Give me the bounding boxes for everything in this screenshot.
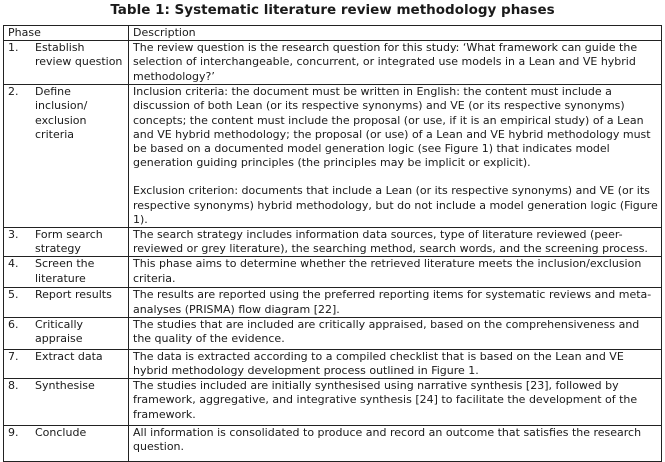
description-text: The review question is the research question for this study: ‘What framework can guide the selection of interchangeable, concurrent, or integrated use models in a Lean and VE hybrid methodology?’ bbox=[133, 41, 638, 83]
table-row bbox=[4, 288, 662, 317]
table-row bbox=[4, 426, 662, 462]
phase-number: 4. bbox=[8, 257, 19, 271]
phase-name: Establish review question bbox=[35, 41, 123, 69]
inclusion-criteria-text: Inclusion criteria: the document must be written in English: the content must include a discussion of both Lean (or its respective synonyms) and VE (or its respective synonyms) concepts; the content must include the proposal (or use, if it is an empirical study) of a Lean and VE hybrid methodology; the proposal (or use) of a Lean and VE hybrid methodology must be based on a documented model generation logic (see Figure 1) that indicates model generation guiding principles (the principles may be implicit or explicit). bbox=[133, 85, 651, 170]
phase-name: Conclude bbox=[35, 426, 87, 440]
phase-name: Report results bbox=[35, 288, 112, 302]
description-cell bbox=[129, 317, 662, 349]
description-text: The data is extracted according to a compiled checklist that is based on the Lean and VE hybrid methodology development process outlined in Figure 1. bbox=[133, 349, 624, 378]
phase-name: Screen the literature bbox=[35, 257, 95, 285]
phase-name: Define inclusion/ exclusion criteria bbox=[35, 85, 88, 141]
header-phase: Phase bbox=[4, 26, 129, 41]
phase-name: Form search strategy bbox=[35, 228, 103, 256]
methodology-table bbox=[3, 25, 662, 462]
table-header-row bbox=[4, 26, 662, 41]
description-text: The studies that are included are critically appraised, based on the comprehensiveness and the quality of the evidence. bbox=[133, 317, 640, 346]
phase-cell bbox=[4, 349, 129, 378]
phase-name: Critically appraise bbox=[35, 317, 84, 346]
header-description: Description bbox=[129, 26, 662, 41]
phase-number: 2. bbox=[8, 85, 19, 99]
description-cell bbox=[129, 228, 662, 257]
phase-cell bbox=[4, 228, 129, 257]
phase-number: 3. bbox=[8, 228, 19, 242]
table-row bbox=[4, 257, 662, 288]
description-cell bbox=[129, 41, 662, 85]
table-row bbox=[4, 349, 662, 378]
exclusion-criterion-text: Exclusion criterion: documents that include a Lean (or its respective synonyms) and VE (or its respective synonyms) hybrid methodology, but do not include a model generation logic (Figure 1). bbox=[133, 184, 658, 226]
phase-number: 8. bbox=[8, 379, 19, 393]
description-text: This phase aims to determine whether the retrieved literature meets the inclusion/exclusion criteria. bbox=[133, 257, 642, 285]
description-cell bbox=[129, 257, 662, 288]
phase-cell bbox=[4, 317, 129, 349]
phase-name: Synthesise bbox=[35, 379, 95, 393]
description-text: The search strategy includes information data sources, type of literature reviewed (peer-reviewed or grey literature), the searching method, search words, and the screening process. bbox=[133, 228, 648, 256]
description-text: All information is consolidated to produce and record an outcome that satisfies the research question. bbox=[133, 426, 642, 454]
phase-number: 6. bbox=[8, 317, 19, 331]
phase-cell bbox=[4, 41, 129, 85]
description-cell bbox=[129, 426, 662, 462]
table-row bbox=[4, 41, 662, 85]
phase-number: 5. bbox=[8, 288, 19, 302]
description-cell bbox=[129, 288, 662, 317]
description-cell bbox=[129, 379, 662, 426]
description-text: The results are reported using the preferred reporting items for systematic reviews and meta-analyses (PRISMA) flow diagram [22]. bbox=[133, 288, 652, 316]
description-text: The studies included are initially synthesised using narrative synthesis [23], followed by framework, aggregative, and integrative synthesis [24] to facilitate the development of the framework. bbox=[133, 379, 638, 421]
phase-name: Extract data bbox=[35, 349, 103, 363]
table-row bbox=[4, 317, 662, 349]
phase-number: 1. bbox=[8, 41, 19, 55]
phase-cell bbox=[4, 257, 129, 288]
table-row bbox=[4, 85, 662, 228]
table-title: Table 1: Systematic literature review methodology phases bbox=[110, 2, 555, 18]
description-cell bbox=[129, 349, 662, 378]
phase-cell bbox=[4, 85, 129, 228]
phase-number: 9. bbox=[8, 426, 19, 440]
phase-cell bbox=[4, 379, 129, 426]
table-row bbox=[4, 228, 662, 257]
phase-cell bbox=[4, 288, 129, 317]
table-row bbox=[4, 379, 662, 426]
phase-number: 7. bbox=[8, 349, 19, 363]
description-cell bbox=[129, 85, 662, 228]
phase-cell bbox=[4, 426, 129, 462]
